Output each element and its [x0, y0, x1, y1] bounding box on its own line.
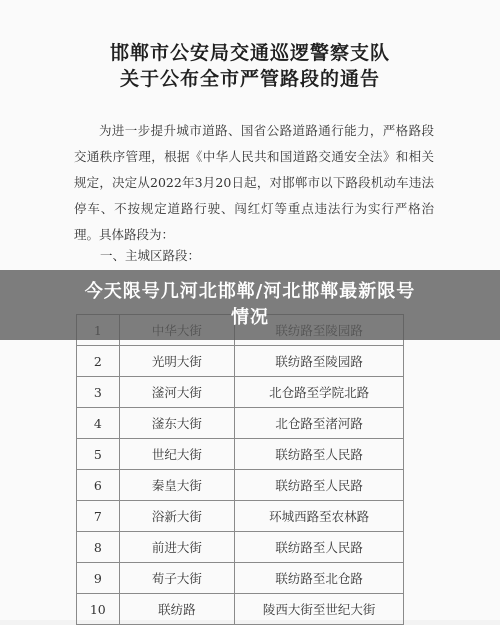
table-row — [77, 439, 404, 470]
table-row — [77, 563, 404, 594]
row-number: 5 — [77, 439, 120, 470]
notice-title-line1: 邯郸市公安局交通巡逻警察支队 — [109, 42, 390, 64]
headline-banner — [0, 270, 500, 340]
road-section: 陵西大街至世纪大街 — [235, 594, 404, 625]
road-name: 联纺路 — [119, 594, 235, 625]
table-row — [77, 377, 404, 408]
table-row — [77, 501, 404, 532]
row-number: 2 — [77, 346, 120, 377]
road-section: 联纺路至人民路 — [235, 532, 404, 563]
road-section: 北仓路至学院北路 — [235, 377, 404, 408]
road-section: 联纺路至人民路 — [235, 439, 404, 470]
table-row — [77, 532, 404, 563]
row-number: 10 — [77, 594, 120, 625]
table-row — [77, 408, 404, 439]
road-name: 前进大街 — [119, 532, 235, 563]
road-name: 秦皇大街 — [119, 470, 235, 501]
road-section: 环城西路至农林路 — [235, 501, 404, 532]
road-name: 世纪大街 — [119, 439, 235, 470]
notice-body: 为进一步提升城市道路、国省公路道路通行能力，严格路段交通秩序管理，根据《中华人民共和国道路交通安全法》和相关规定，决定从2022年3月20日起，对邯郸市以下路段机动车违法停车、不按规定道路行驶、闯红灯等重点违法行为实行严格治理。具体路段为： — [74, 123, 434, 242]
road-name: 滏河大街 — [119, 377, 235, 408]
road-table — [76, 314, 404, 625]
row-number: 8 — [77, 532, 120, 563]
row-number: 3 — [77, 377, 120, 408]
road-name: 滏东大街 — [119, 408, 235, 439]
section-heading: 一、主城区路段： — [100, 248, 201, 263]
road-section: 联纺路至北仓路 — [235, 563, 404, 594]
road-name: 荀子大街 — [119, 563, 235, 594]
row-number: 4 — [77, 408, 120, 439]
road-section: 联纺路至人民路 — [235, 470, 404, 501]
notice-title-line2: 关于公布全市严管路段的通告 — [119, 68, 380, 90]
table-row — [77, 470, 404, 501]
row-number: 7 — [77, 501, 120, 532]
road-name: 浴新大街 — [119, 501, 235, 532]
table-row — [77, 346, 404, 377]
row-number: 9 — [77, 563, 120, 594]
headline-text: 今天限号几河北邯郸/河北邯郸最新限号情况 — [84, 281, 416, 328]
row-number: 6 — [77, 470, 120, 501]
road-name: 光明大街 — [119, 346, 235, 377]
road-section: 联纺路至陵园路 — [235, 346, 404, 377]
road-section: 北仓路至渚河路 — [235, 408, 404, 439]
road-table-body — [77, 315, 404, 625]
